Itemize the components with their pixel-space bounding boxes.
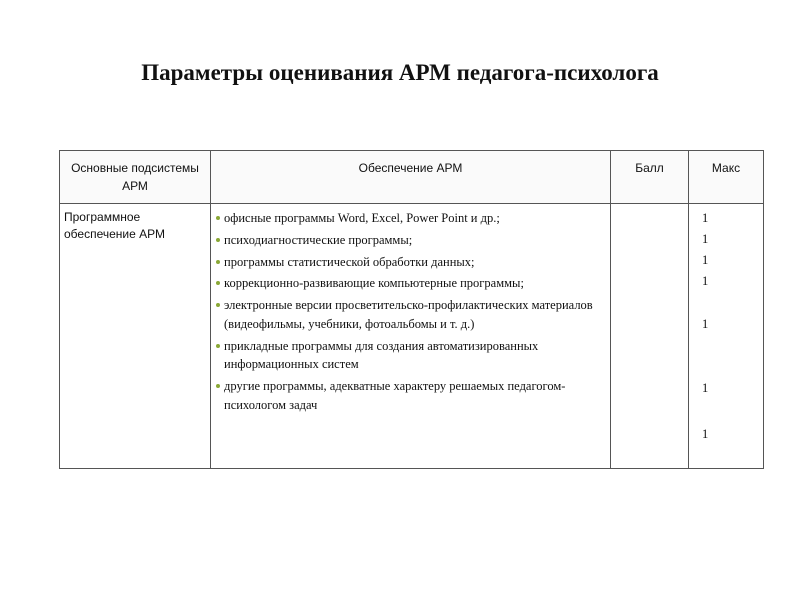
bullet-icon — [216, 344, 220, 348]
score-cell — [611, 204, 689, 469]
list-item-text: прикладные программы для создания автоматизированных информационных систем — [224, 338, 539, 372]
max-value: 1 — [702, 253, 709, 267]
bullet-icon — [216, 384, 220, 388]
list-item — [215, 209, 606, 228]
max-value: 1 — [702, 427, 709, 441]
provision-cell — [211, 204, 611, 469]
bullet-icon — [216, 216, 220, 220]
list-item-text: коррекционно-развивающие компьютерные программы; — [224, 276, 524, 291]
page-title: Параметры оценивания АРМ педагога-психолога — [141, 60, 659, 85]
list-item — [215, 377, 606, 415]
bullet-icon — [216, 303, 220, 307]
max-value: 1 — [702, 232, 709, 246]
parameters-table — [59, 150, 764, 469]
list-item-text: офисные программы Word, Excel, Power Point и др.; — [224, 211, 500, 225]
list-item-text: другие программы, адекватные характеру решаемых педагогом-психологом задач — [224, 379, 566, 412]
list-item — [215, 337, 606, 375]
bullet-icon — [216, 281, 220, 285]
bullet-icon — [216, 260, 220, 264]
list-item-text: психодиагностические программы; — [224, 232, 413, 247]
list-item-text: электронные версии просветительско-профилактических материалов (видеофильмы, учебники, фотоальбомы и т. д.) — [224, 298, 593, 331]
table-row — [60, 204, 764, 469]
list-item — [215, 296, 606, 334]
max-value: 1 — [702, 211, 709, 225]
bullet-icon — [216, 238, 220, 242]
max-value: 1 — [702, 317, 709, 331]
max-value: 1 — [702, 381, 709, 395]
header-score: Балл — [611, 151, 689, 204]
list-item — [215, 274, 606, 293]
max-cell — [689, 204, 764, 469]
max-value: 1 — [702, 274, 709, 288]
subsystem-cell: Программное обеспечение АРМ — [60, 204, 211, 469]
list-item — [215, 231, 606, 250]
list-item — [215, 253, 606, 272]
table-header-row — [60, 151, 764, 204]
list-item-text: программы статистической обработки данных; — [224, 254, 475, 269]
header-subsystems: Основные подсистемы АРМ — [60, 151, 211, 204]
provision-list — [215, 209, 606, 415]
header-provision: Обеспечение АРМ — [211, 151, 611, 204]
header-max: Макс — [689, 151, 764, 204]
